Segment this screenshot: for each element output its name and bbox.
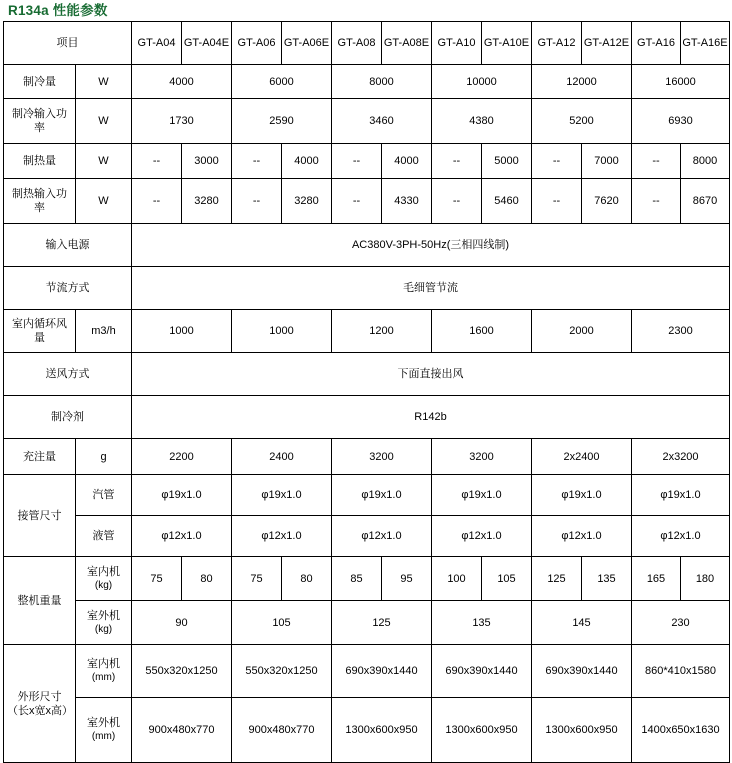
cell-gas-pipe-2: φ19x1.0 xyxy=(232,475,332,516)
cell-liquid-pipe-2: φ12x1.0 xyxy=(232,516,332,557)
cell-weight-outdoor-2: 105 xyxy=(232,601,332,645)
cell-charge-volume-1: 2200 xyxy=(132,439,232,475)
cell-heating-input-power-11: -- xyxy=(632,179,681,224)
cell-power-supply-value: AC380V-3PH-50Hz(三相四线制) xyxy=(132,224,730,267)
header-model-gt-a04e: GT-A04E xyxy=(182,22,232,65)
row-label-heating-input-power-text: 制热输入功率 xyxy=(12,188,67,214)
row-unit-heating-input-power: W xyxy=(76,179,132,224)
row-label-heating-input-power xyxy=(4,179,76,224)
cell-cooling-capacity-5: 12000 xyxy=(532,65,632,99)
cell-throttling-value: 毛细管节流 xyxy=(132,267,730,310)
cell-heating-capacity-11: -- xyxy=(632,144,681,179)
cell-cooling-capacity-1: 4000 xyxy=(132,65,232,99)
row-label-heating-capacity: 制热量 xyxy=(4,144,76,179)
sub-unit-weight-indoor: (kg) xyxy=(94,579,113,591)
cell-heating-capacity-9: -- xyxy=(532,144,582,179)
row-label-power-supply: 输入电源 xyxy=(4,224,132,267)
header-model-gt-a12e: GT-A12E xyxy=(582,22,632,65)
cell-weight-indoor-9: 125 xyxy=(532,557,582,601)
cell-heating-capacity-12: 8000 xyxy=(681,144,730,179)
cell-gas-pipe-4: φ19x1.0 xyxy=(432,475,532,516)
sub-unit-dimensions-indoor: (mm) xyxy=(91,672,116,683)
cell-heating-input-power-1: -- xyxy=(132,179,182,224)
row-pipe-size-gas xyxy=(4,475,730,516)
row-label-indoor-air-volume-text: 室内循环风量 xyxy=(12,318,67,344)
cell-heating-input-power-5: -- xyxy=(332,179,382,224)
header-model-gt-a12: GT-A12 xyxy=(532,22,582,65)
cell-heating-capacity-2: 3000 xyxy=(182,144,232,179)
row-label-refrigerant: 制冷剂 xyxy=(4,396,132,439)
sub-unit-dimensions-outdoor: (mm) xyxy=(91,731,116,742)
cell-weight-indoor-10: 135 xyxy=(582,557,632,601)
cell-cooling-capacity-4: 10000 xyxy=(432,65,532,99)
cell-weight-indoor-1: 75 xyxy=(132,557,182,601)
cell-weight-outdoor-6: 230 xyxy=(632,601,730,645)
cell-indoor-air-volume-2: 1000 xyxy=(232,310,332,353)
cell-heating-input-power-10: 7620 xyxy=(582,179,632,224)
cell-gas-pipe-6: φ19x1.0 xyxy=(632,475,730,516)
cell-dimensions-indoor-1: 550x320x1250 xyxy=(132,645,232,698)
row-unit-cooling-input-power: W xyxy=(76,99,132,144)
cell-gas-pipe-3: φ19x1.0 xyxy=(332,475,432,516)
cell-weight-outdoor-1: 90 xyxy=(132,601,232,645)
cell-gas-pipe-1: φ19x1.0 xyxy=(132,475,232,516)
sub-label-weight-outdoor xyxy=(76,601,132,645)
row-dimensions-outdoor xyxy=(4,698,730,763)
cell-heating-capacity-6: 4000 xyxy=(382,144,432,179)
page-title: R134a 性能参数 xyxy=(8,3,108,18)
cell-heating-input-power-3: -- xyxy=(232,179,282,224)
row-label-cooling-capacity: 制冷量 xyxy=(4,65,76,99)
row-label-charge-volume: 充注量 xyxy=(4,439,76,475)
header-item-label: 项目 xyxy=(4,22,132,65)
cell-weight-indoor-2: 80 xyxy=(182,557,232,601)
cell-liquid-pipe-5: φ12x1.0 xyxy=(532,516,632,557)
row-label-dimensions-text: 外形尺寸（长x宽x高） xyxy=(7,690,73,717)
cell-cooling-capacity-2: 6000 xyxy=(232,65,332,99)
cell-weight-indoor-8: 105 xyxy=(482,557,532,601)
sub-unit-weight-outdoor: (kg) xyxy=(94,623,113,635)
cell-liquid-pipe-6: φ12x1.0 xyxy=(632,516,730,557)
cell-charge-volume-3: 3200 xyxy=(332,439,432,475)
row-weight-indoor xyxy=(4,557,730,601)
cell-refrigerant-value: R142b xyxy=(132,396,730,439)
cell-heating-input-power-12: 8670 xyxy=(681,179,730,224)
cell-liquid-pipe-4: φ12x1.0 xyxy=(432,516,532,557)
header-model-gt-a10: GT-A10 xyxy=(432,22,482,65)
cell-weight-indoor-7: 100 xyxy=(432,557,482,601)
cell-heating-capacity-4: 4000 xyxy=(282,144,332,179)
cell-heating-capacity-5: -- xyxy=(332,144,382,179)
cell-air-supply-mode-value: 下面直接出风 xyxy=(132,353,730,396)
cell-indoor-air-volume-4: 1600 xyxy=(432,310,532,353)
cell-heating-capacity-7: -- xyxy=(432,144,482,179)
row-weight-outdoor xyxy=(4,601,730,645)
row-label-throttling: 节流方式 xyxy=(4,267,132,310)
cell-weight-indoor-11: 165 xyxy=(632,557,681,601)
cell-heating-input-power-7: -- xyxy=(432,179,482,224)
cell-dimensions-indoor-6: 860*410x1580 xyxy=(632,645,730,698)
cell-charge-volume-6: 2x3200 xyxy=(632,439,730,475)
sub-label-weight-outdoor-text: 室外机 xyxy=(87,609,120,622)
sub-label-weight-indoor xyxy=(76,557,132,601)
cell-weight-indoor-5: 85 xyxy=(332,557,382,601)
row-label-unit-weight-text: 整机重量 xyxy=(17,594,62,607)
row-unit-indoor-air-volume: m3/h xyxy=(76,310,132,353)
header-model-gt-a16: GT-A16 xyxy=(632,22,681,65)
header-model-gt-a10e: GT-A10E xyxy=(482,22,532,65)
row-label-dimensions xyxy=(4,645,76,763)
row-cooling-input-power xyxy=(4,99,730,144)
row-heating-input-power xyxy=(4,179,730,224)
cell-dimensions-outdoor-6: 1400x650x1630 xyxy=(632,698,730,763)
cell-charge-volume-2: 2400 xyxy=(232,439,332,475)
cell-charge-volume-5: 2x2400 xyxy=(532,439,632,475)
cell-cooling-input-power-3: 3460 xyxy=(332,99,432,144)
cell-weight-outdoor-4: 135 xyxy=(432,601,532,645)
cell-heating-input-power-9: -- xyxy=(532,179,582,224)
cell-dimensions-outdoor-3: 1300x600x950 xyxy=(332,698,432,763)
cell-indoor-air-volume-5: 2000 xyxy=(532,310,632,353)
sub-label-dimensions-outdoor xyxy=(76,698,132,763)
row-label-indoor-air-volume xyxy=(4,310,76,353)
row-unit-cooling-capacity: W xyxy=(76,65,132,99)
cell-weight-indoor-12: 180 xyxy=(681,557,730,601)
cell-indoor-air-volume-1: 1000 xyxy=(132,310,232,353)
cell-dimensions-indoor-5: 690x390x1440 xyxy=(532,645,632,698)
row-refrigerant xyxy=(4,396,730,439)
cell-heating-capacity-8: 5000 xyxy=(482,144,532,179)
cell-weight-outdoor-3: 125 xyxy=(332,601,432,645)
row-label-unit-weight xyxy=(4,557,76,645)
cell-heating-input-power-8: 5460 xyxy=(482,179,532,224)
cell-cooling-input-power-2: 2590 xyxy=(232,99,332,144)
header-model-gt-a04: GT-A04 xyxy=(132,22,182,65)
row-label-air-supply-mode: 送风方式 xyxy=(4,353,132,396)
row-dimensions-indoor xyxy=(4,645,730,698)
cell-weight-indoor-4: 80 xyxy=(282,557,332,601)
cell-dimensions-indoor-2: 550x320x1250 xyxy=(232,645,332,698)
row-label-pipe-size-text: 接管尺寸 xyxy=(17,509,62,522)
row-label-cooling-input-power xyxy=(4,99,76,144)
row-power-supply xyxy=(4,224,730,267)
cell-cooling-input-power-6: 6930 xyxy=(632,99,730,144)
row-indoor-air-volume xyxy=(4,310,730,353)
row-cooling-capacity xyxy=(4,65,730,99)
cell-heating-capacity-10: 7000 xyxy=(582,144,632,179)
cell-heating-capacity-1: -- xyxy=(132,144,182,179)
cell-gas-pipe-5: φ19x1.0 xyxy=(532,475,632,516)
row-heating-capacity xyxy=(4,144,730,179)
table-header-row xyxy=(4,22,730,65)
cell-dimensions-outdoor-2: 900x480x770 xyxy=(232,698,332,763)
cell-dimensions-outdoor-1: 900x480x770 xyxy=(132,698,232,763)
header-model-gt-a06: GT-A06 xyxy=(232,22,282,65)
cell-liquid-pipe-3: φ12x1.0 xyxy=(332,516,432,557)
cell-weight-indoor-6: 95 xyxy=(382,557,432,601)
sub-label-dimensions-outdoor-text: 室外机 xyxy=(87,717,120,729)
sub-label-dimensions-indoor xyxy=(76,645,132,698)
cell-dimensions-outdoor-4: 1300x600x950 xyxy=(432,698,532,763)
cell-heating-input-power-2: 3280 xyxy=(182,179,232,224)
cell-weight-indoor-3: 75 xyxy=(232,557,282,601)
row-label-cooling-input-power-text: 制冷输入功率 xyxy=(12,108,67,134)
cell-liquid-pipe-1: φ12x1.0 xyxy=(132,516,232,557)
row-throttling xyxy=(4,267,730,310)
header-model-gt-a08e: GT-A08E xyxy=(382,22,432,65)
sub-label-weight-indoor-text: 室内机 xyxy=(87,565,120,578)
specification-table xyxy=(3,21,730,763)
cell-indoor-air-volume-6: 2300 xyxy=(632,310,730,353)
cell-cooling-capacity-3: 8000 xyxy=(332,65,432,99)
row-unit-heating-capacity: W xyxy=(76,144,132,179)
sub-label-dimensions-indoor-text: 室内机 xyxy=(87,658,120,670)
header-model-gt-a06e: GT-A06E xyxy=(282,22,332,65)
header-model-gt-a08: GT-A08 xyxy=(332,22,382,65)
cell-heating-input-power-6: 4330 xyxy=(382,179,432,224)
header-model-gt-a16e: GT-A16E xyxy=(681,22,730,65)
sub-label-gas-pipe: 汽管 xyxy=(76,475,132,516)
row-label-pipe-size xyxy=(4,475,76,557)
row-charge-volume xyxy=(4,439,730,475)
row-unit-charge-volume: g xyxy=(76,439,132,475)
row-pipe-size-liquid xyxy=(4,516,730,557)
cell-dimensions-indoor-4: 690x390x1440 xyxy=(432,645,532,698)
cell-dimensions-outdoor-5: 1300x600x950 xyxy=(532,698,632,763)
sub-label-liquid-pipe: 液管 xyxy=(76,516,132,557)
cell-cooling-input-power-1: 1730 xyxy=(132,99,232,144)
cell-weight-outdoor-5: 145 xyxy=(532,601,632,645)
cell-cooling-input-power-4: 4380 xyxy=(432,99,532,144)
cell-cooling-input-power-5: 5200 xyxy=(532,99,632,144)
row-air-supply-mode xyxy=(4,353,730,396)
cell-indoor-air-volume-3: 1200 xyxy=(332,310,432,353)
cell-dimensions-indoor-3: 690x390x1440 xyxy=(332,645,432,698)
cell-heating-capacity-3: -- xyxy=(232,144,282,179)
cell-heating-input-power-4: 3280 xyxy=(282,179,332,224)
cell-cooling-capacity-6: 16000 xyxy=(632,65,730,99)
cell-charge-volume-4: 3200 xyxy=(432,439,532,475)
